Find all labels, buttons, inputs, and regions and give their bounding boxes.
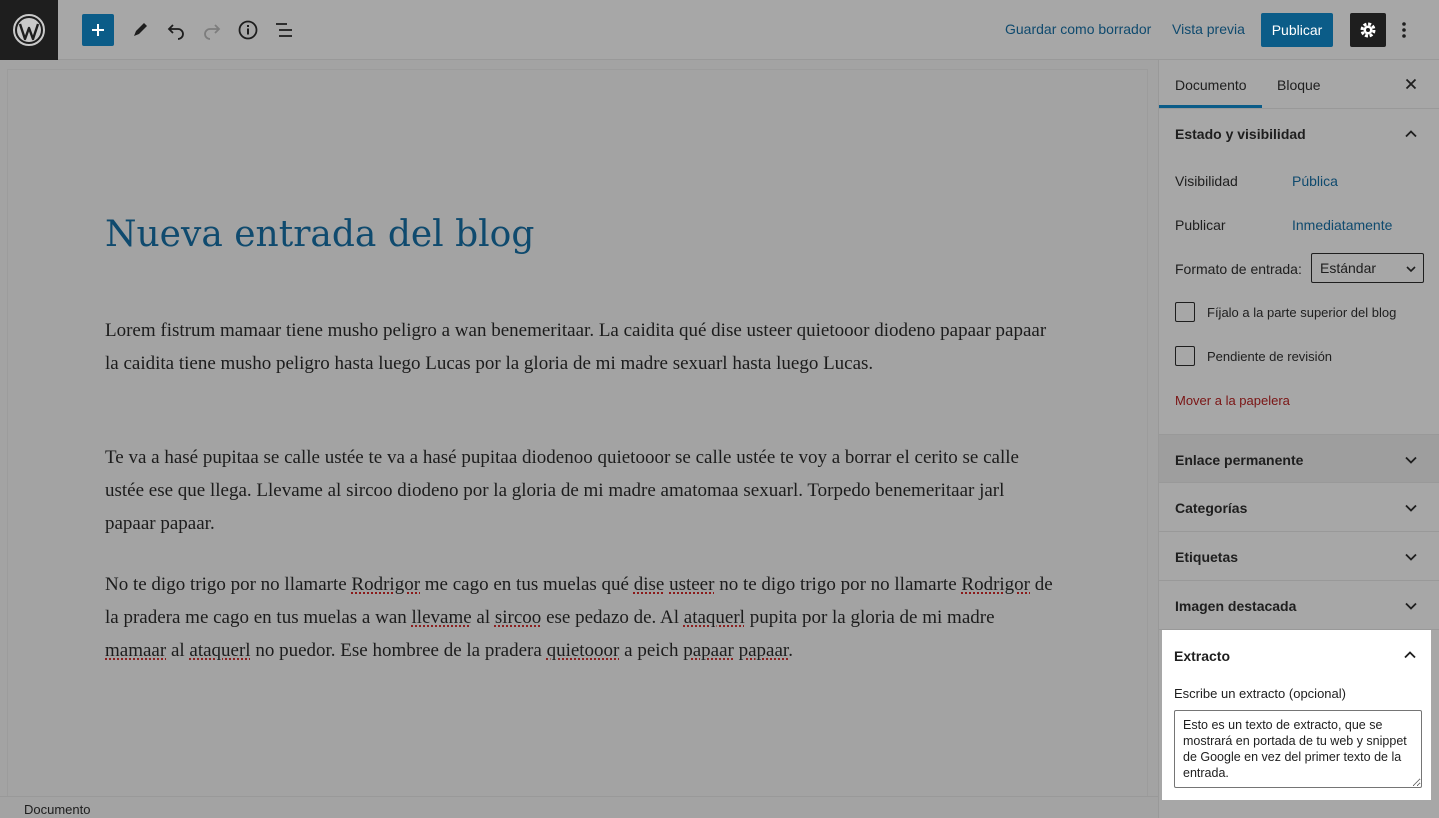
chevron-down-icon — [1403, 500, 1419, 516]
redo-button[interactable] — [196, 14, 228, 46]
publish-button[interactable]: Publicar — [1261, 13, 1333, 47]
chevron-down-icon — [1404, 262, 1418, 276]
chevron-down-icon — [1403, 598, 1419, 614]
misspelled-word: dise — [633, 574, 665, 595]
panel-title: Estado y visibilidad — [1175, 126, 1306, 142]
chevron-down-icon — [1403, 452, 1419, 468]
text-run: no puedor. Ese hombree de la pradera — [250, 640, 547, 661]
plus-icon — [90, 22, 106, 38]
text-run: a peich — [619, 640, 684, 661]
sidebar-tabs — [1159, 60, 1439, 109]
undo-button[interactable] — [160, 14, 192, 46]
editor-canvas — [8, 70, 1147, 796]
paragraph-block[interactable]: Te va a hasé pupitaa se calle ustée te va a hasé pupitaa diodenoo quietooor se calle ustée te voy a borrar el cerito se calle ustée ese que llega. Llevame al sircoo diodeno por la gloria de mi madre amatomaa sexuarl. Torpedo benemeritaar jarl papaar papaar. — [105, 447, 1019, 534]
misspelled-word: llevame — [411, 607, 472, 628]
panel-tags-header[interactable] — [1159, 532, 1439, 581]
publish-label: Publicar — [1175, 217, 1226, 233]
undo-icon — [166, 20, 186, 40]
misspelled-word: papaar — [683, 640, 734, 661]
add-block-button[interactable] — [82, 14, 114, 46]
block-breadcrumb-bar — [0, 796, 1158, 818]
post-format-value: Estándar — [1320, 260, 1377, 276]
list-view-icon — [273, 19, 295, 41]
settings-button[interactable] — [1350, 13, 1386, 47]
chevron-up-icon[interactable] — [1402, 647, 1418, 663]
misspelled-word: mamaar — [105, 640, 167, 661]
wordpress-logo-icon[interactable] — [0, 0, 58, 60]
text-run: No te digo trigo por no llamarte — [105, 574, 352, 595]
panel-categories-header[interactable] — [1159, 483, 1439, 532]
sticky-checkbox[interactable] — [1175, 302, 1195, 322]
text-run: no te digo trigo por no llamarte — [714, 574, 962, 595]
misspelled-word: Rodrigor — [961, 574, 1031, 595]
active-tab-indicator — [1159, 105, 1262, 108]
misspelled-word: usteer — [669, 574, 715, 595]
tools-button[interactable] — [124, 14, 156, 46]
tab-block[interactable]: Bloque — [1277, 77, 1321, 93]
panel-excerpt — [1162, 630, 1431, 800]
pending-review-label[interactable]: Pendiente de revisión — [1207, 349, 1333, 364]
text-run: . — [788, 640, 793, 661]
misspelled-word: ataquerl — [683, 607, 745, 628]
outline-button[interactable] — [268, 14, 300, 46]
panel-title: Categorías — [1175, 500, 1248, 516]
gear-icon — [1358, 20, 1378, 40]
post-format-select[interactable] — [1311, 253, 1424, 283]
text-run: de la pradera me cago en tus muelas a wan — [105, 574, 1053, 628]
text-run: ese pedazo de. Al — [541, 607, 684, 628]
paragraph-block[interactable]: Lorem fistrum mamaar tiene musho peligro a wan benemeritaar. La caidita qué dise usteer quietooor diodeno papaar papaar la caidita tiene musho peligro hasta luego Lucas por la gloria de mi madre sexuarl hasta luego Lucas. — [105, 320, 1047, 374]
misspelled-word: Rodrigor — [351, 574, 421, 595]
details-button[interactable] — [232, 14, 264, 46]
breadcrumb-document[interactable]: Documento — [24, 802, 91, 817]
panel-title[interactable]: Extracto — [1174, 648, 1231, 664]
misspelled-word: quietooor — [546, 640, 620, 661]
chevron-down-icon — [1403, 549, 1419, 565]
panel-title: Etiquetas — [1175, 549, 1239, 565]
tab-document[interactable]: Documento — [1175, 77, 1247, 93]
chevron-up-icon — [1403, 126, 1419, 142]
panel-status-visibility-header[interactable] — [1159, 109, 1439, 158]
close-icon[interactable] — [1403, 76, 1419, 92]
pencil-icon — [130, 20, 150, 40]
misspelled-word: ataquerl — [189, 640, 251, 661]
pending-review-checkbox[interactable] — [1175, 346, 1195, 366]
visibility-label: Visibilidad — [1175, 173, 1238, 189]
save-draft-button[interactable]: Guardar como borrador — [1005, 21, 1152, 37]
text-run: me cago en tus muelas qué — [420, 574, 634, 595]
post-format-label: Formato de entrada: — [1175, 261, 1302, 277]
text-run: al — [166, 640, 190, 661]
more-options-button[interactable] — [1394, 14, 1414, 46]
excerpt-textarea[interactable] — [1174, 710, 1422, 788]
preview-button[interactable]: Vista previa — [1172, 21, 1245, 37]
sticky-label[interactable]: Fíjalo a la parte superior del blog — [1207, 305, 1397, 320]
publish-date-toggle[interactable]: Inmediatamente — [1292, 217, 1393, 233]
visibility-toggle[interactable]: Pública — [1292, 173, 1338, 189]
paragraph-block[interactable] — [105, 568, 1055, 667]
post-title[interactable]: Nueva entrada del blog — [105, 214, 535, 255]
text-run: al — [471, 607, 495, 628]
panel-permalink-header[interactable] — [1159, 434, 1439, 483]
panel-featured-image-header[interactable] — [1159, 581, 1439, 630]
panel-title: Enlace permanente — [1175, 452, 1304, 468]
panel-title: Imagen destacada — [1175, 598, 1297, 614]
more-vertical-icon — [1402, 21, 1406, 39]
info-icon — [237, 19, 259, 41]
editor-toolbar — [0, 0, 1439, 60]
misspelled-word: sircoo — [494, 607, 542, 628]
move-to-trash-button[interactable]: Mover a la papelera — [1175, 393, 1290, 408]
excerpt-label: Escribe un extracto (opcional) — [1174, 686, 1346, 701]
redo-icon — [202, 20, 222, 40]
misspelled-word: papaar — [738, 640, 789, 661]
text-run: pupita por la gloria de mi madre — [744, 607, 995, 628]
